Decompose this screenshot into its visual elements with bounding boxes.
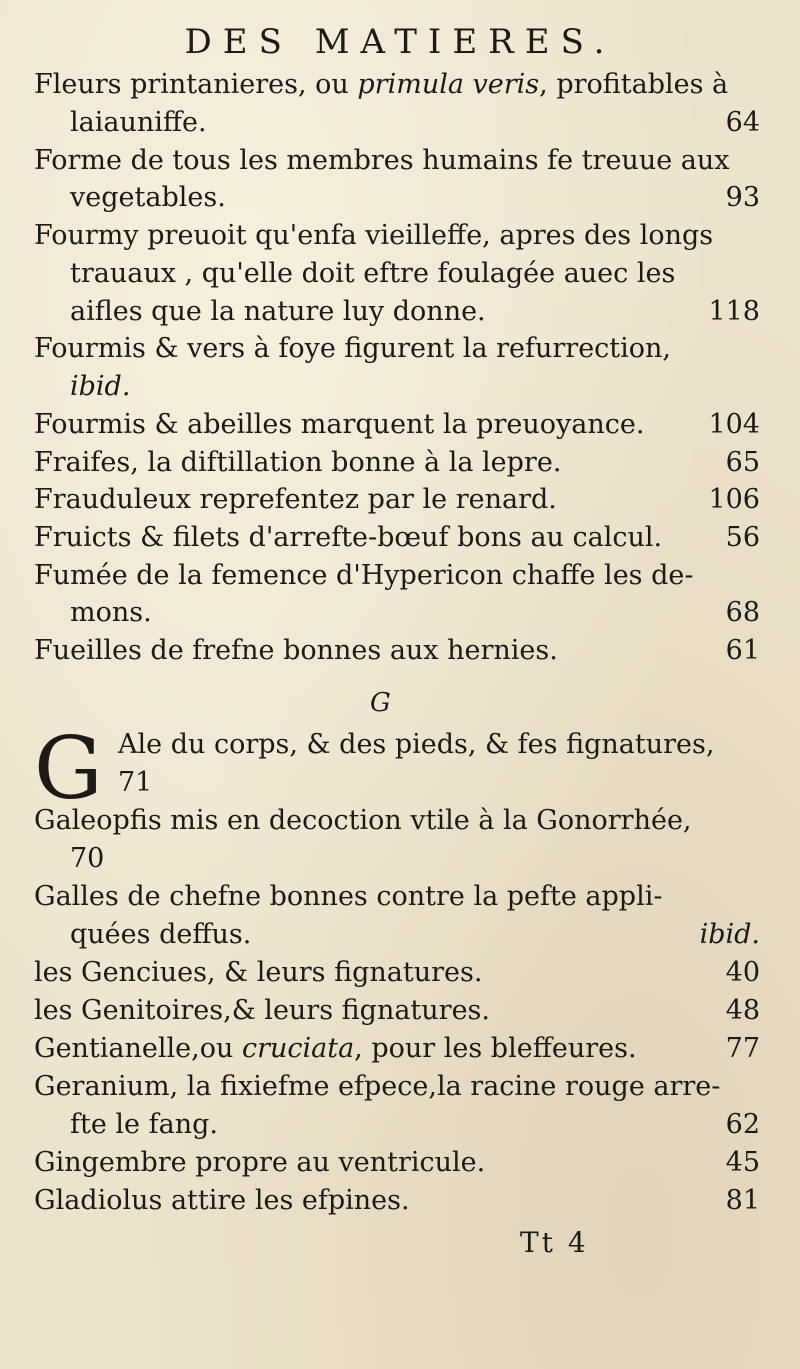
index-line: Gladiolus attire les efpines.	[34, 1185, 410, 1216]
index-line: fte le fang.	[70, 1109, 218, 1140]
page-number: 81	[725, 1185, 760, 1216]
index-line: 70	[70, 843, 105, 874]
page-number: 93	[725, 182, 760, 213]
index-line: quées deffus.	[70, 919, 252, 950]
running-head: DES MATIERES.	[184, 22, 616, 62]
index-line: Ale du corps, & des pieds, & fes fignatures,	[118, 729, 715, 760]
index-line: ibid.	[70, 371, 131, 402]
index-line: vegetables.	[70, 182, 226, 213]
index-line: les Genitoires,& leurs fignatures.	[34, 995, 490, 1026]
index-line: Gingembre propre au ventricule.	[34, 1147, 486, 1178]
index-line: Fraifes, la diftillation bonne à la lepre.	[34, 447, 562, 478]
index-line: Fumée de la femence d'Hypericon chaffe les de-	[34, 560, 694, 591]
index-line: Fruicts & filets d'arrefte-bœuf bons au calcul.	[34, 522, 663, 553]
page-number: 40	[725, 957, 760, 988]
page-number: 68	[725, 597, 760, 628]
index-line: Galeopfis mis en decoction vtile à la Gonorrhée,	[34, 805, 692, 836]
index-line: laiauniffe.	[70, 107, 207, 138]
index-line: Galles de chefne bonnes contre la pefte appli-	[34, 881, 663, 912]
index-line: Fourmis & abeilles marquent la preuoyance.	[34, 409, 645, 440]
page-number: 65	[725, 447, 760, 478]
index-line: Fourmis & vers à foye figurent la refurrection,	[34, 333, 672, 364]
index-line: trauaux , qu'elle doit eftre foulagée auec les	[70, 258, 676, 289]
page-number: 118	[708, 296, 760, 327]
page-number: 48	[725, 995, 760, 1026]
page-number: 45	[725, 1147, 760, 1178]
index-line: 71	[118, 767, 153, 798]
index-line: Fueilles de frefne bonnes aux hernies.	[34, 635, 558, 666]
page-number: 64	[725, 107, 760, 138]
section-letter: G	[370, 688, 391, 718]
index-line: Forme de tous les membres humains fe treuue aux	[34, 145, 730, 176]
page-number: 77	[725, 1033, 760, 1064]
index-line: les Genciues, & leurs fignatures.	[34, 957, 483, 988]
index-line: Fourmy preuoit qu'enfa vieilleffe, apres des longs	[34, 220, 714, 251]
page-number: ibid.	[699, 919, 760, 950]
index-line: Fleurs printanieres, ou primula veris, profitables à	[34, 69, 729, 100]
page-number: 56	[725, 522, 760, 553]
page-number: 104	[708, 409, 760, 440]
index-line: Gentianelle,ou cruciata, pour les bleffeures.	[34, 1033, 637, 1064]
page-number: 62	[725, 1109, 760, 1140]
signature-mark: Tt 4	[520, 1226, 589, 1259]
index-line: aifles que la nature luy donne.	[70, 296, 486, 327]
drop-cap: G	[34, 719, 103, 819]
index-line: Geranium, la fixiefme efpece,la racine rouge arre-	[34, 1071, 721, 1102]
page-number: 106	[708, 484, 760, 515]
index-line: mons.	[70, 597, 152, 628]
page-number: 61	[725, 635, 760, 666]
index-line: Frauduleux reprefentez par le renard.	[34, 484, 557, 515]
